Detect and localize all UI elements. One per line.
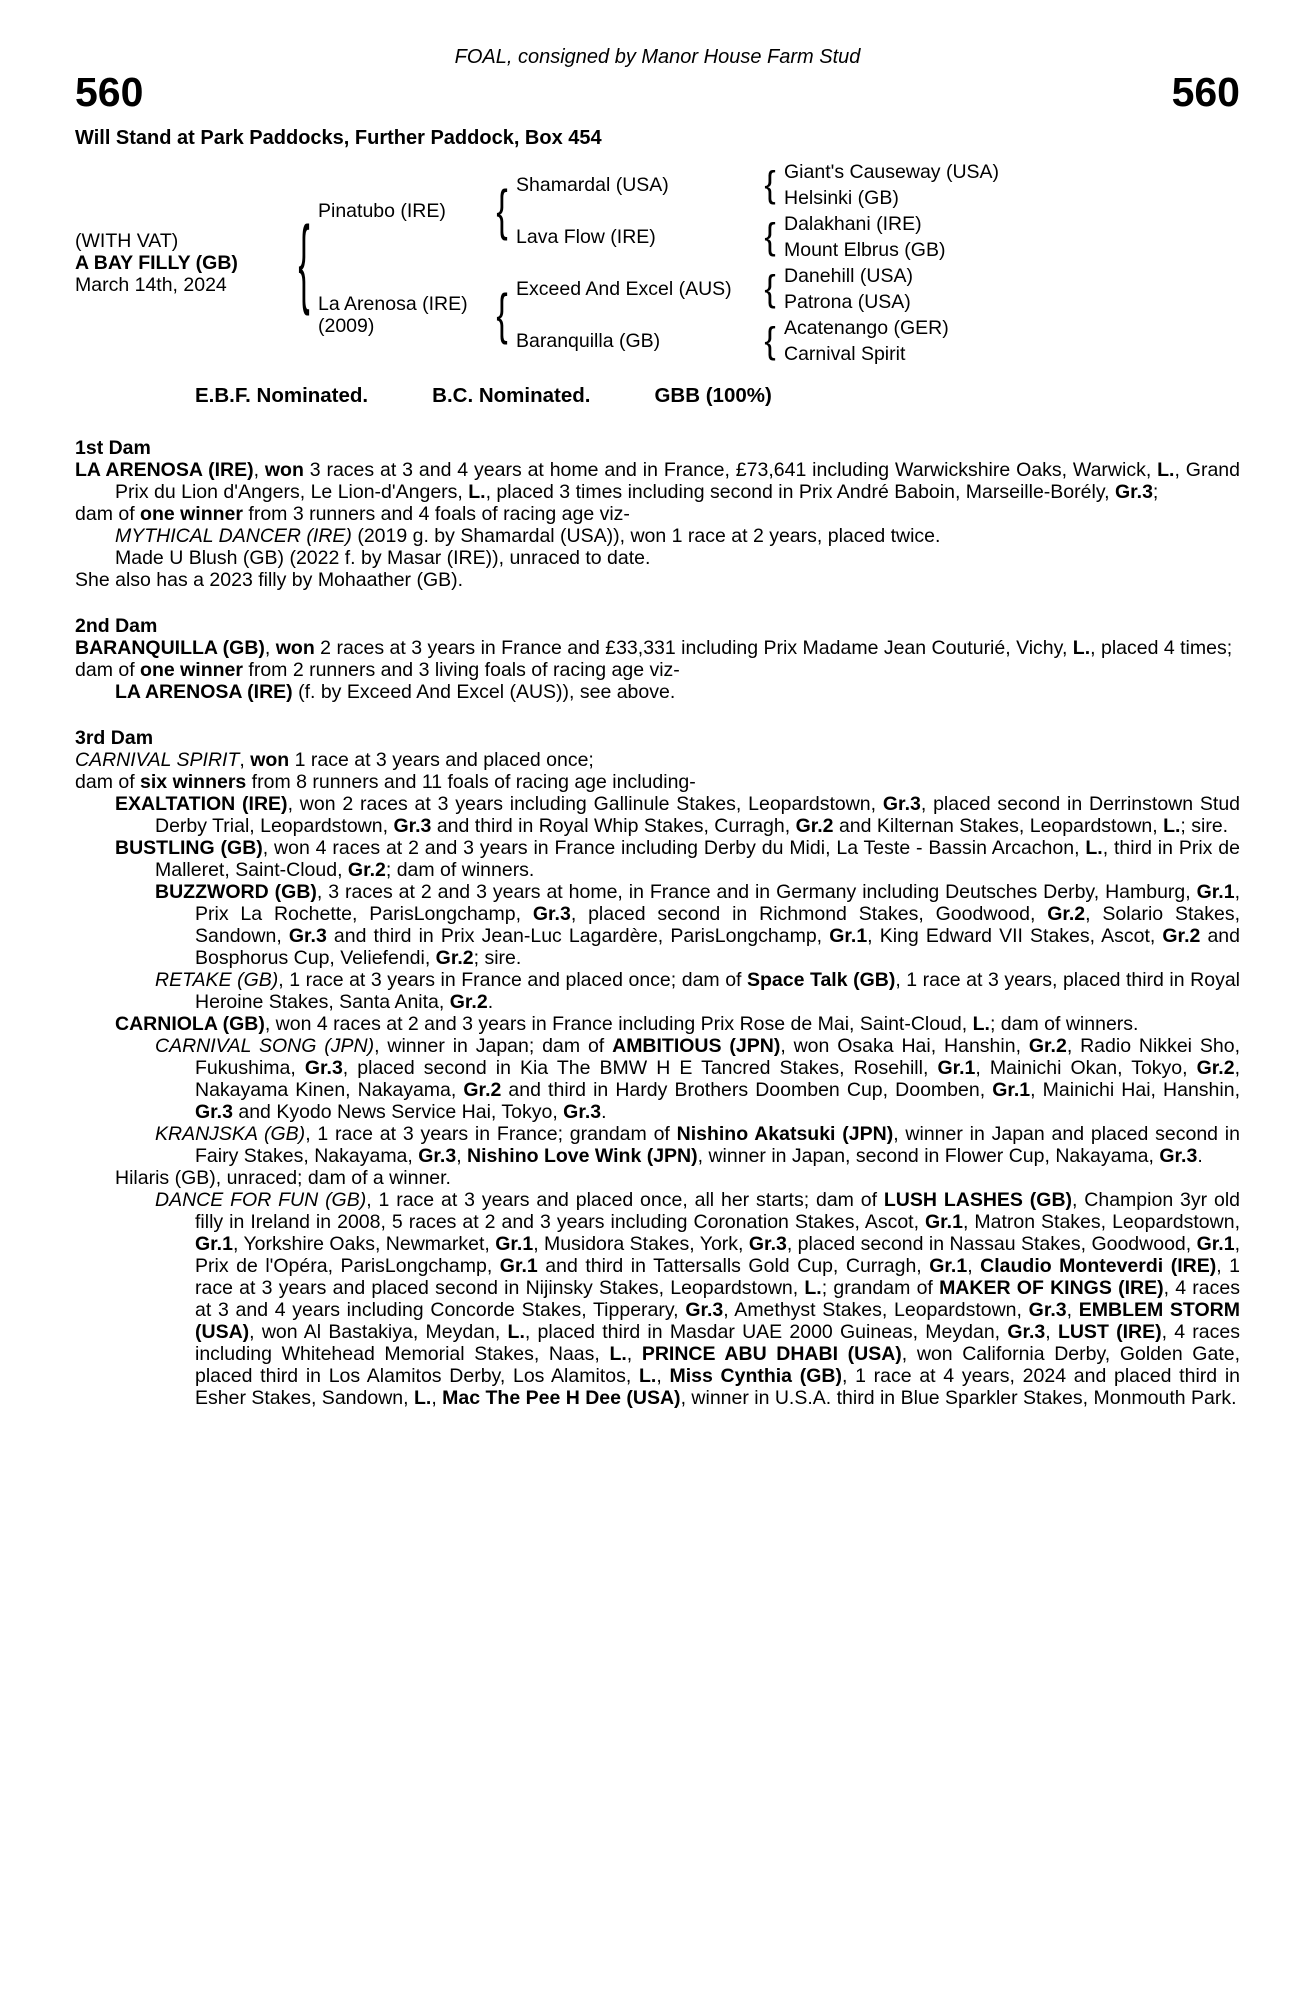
text-segment: MYTHICAL DANCER (IRE) <box>115 525 352 547</box>
text-segment: dam of <box>75 503 141 525</box>
text-segment: Gr.3 <box>288 925 327 947</box>
text-segment: , 1 race at 3 years and placed second in Nijinsky Stakes, Leopardstown, <box>195 1255 1241 1299</box>
text-segment: from 8 runners and 11 foals of racing age including- <box>246 771 696 793</box>
text-segment: , 1 race at 3 years in France; grandam of <box>305 1123 677 1145</box>
text-segment: , Nakayama Kinen, Nakayama, <box>195 1057 1240 1101</box>
dam-dam-name: Baranquilla (GB) <box>516 330 661 352</box>
catalogue-paragraph <box>115 1167 1240 1189</box>
text-segment: won <box>264 459 304 481</box>
text-segment: , <box>253 459 265 481</box>
dam-sire-name: Exceed And Excel (AUS) <box>516 278 732 300</box>
text-segment: MAKER OF KINGS (IRE) <box>939 1277 1164 1299</box>
text-segment: Gr.1 <box>195 1233 233 1255</box>
text-segment: She also has a 2023 filly by Mohaather (GB). <box>75 569 464 591</box>
text-segment: , third in Prix de Malleret, Saint-Cloud, <box>155 837 1240 881</box>
text-segment: AMBITIOUS (JPN) <box>612 1035 781 1057</box>
text-segment: Gr.2 <box>435 947 474 969</box>
text-segment: , won California Derby, Golden Gate, placed third in Los Alamitos Derby, Los Alamitos, <box>195 1343 1241 1387</box>
text-segment: , 1 race at 3 years, placed third in Royal Heroine Stakes, Santa Anita, <box>195 969 1240 1013</box>
nominations-row <box>195 385 1240 407</box>
text-segment: Gr.3 <box>1007 1321 1046 1343</box>
subject-block <box>75 230 290 296</box>
text-segment: Gr.3 <box>532 903 571 925</box>
pedigree-brace-icon: { <box>764 320 776 362</box>
catalogue-paragraph <box>75 659 1240 681</box>
consignor-line: FOAL, consigned by Manor House Farm Stud <box>454 46 861 68</box>
vat-note: (WITH VAT) <box>75 230 179 252</box>
text-segment: Miss Cynthia (GB) <box>669 1365 842 1387</box>
text-segment: Gr.1 <box>499 1255 538 1277</box>
foal-date: March 14th, 2024 <box>75 274 227 296</box>
text-segment: , <box>431 1387 443 1409</box>
text-segment: , <box>656 1365 670 1387</box>
catalogue-paragraph <box>115 525 1240 547</box>
text-segment: Gr.1 <box>937 1057 976 1079</box>
catalogue-paragraph <box>155 881 1240 969</box>
text-segment: , <box>626 1343 642 1365</box>
text-segment: , won 2 races at 3 years including Gallinule Stakes, Leopardstown, <box>287 793 883 815</box>
text-segment: dam of <box>75 659 141 681</box>
text-segment: , winner in Japan, second in Flower Cup, Nakayama, <box>697 1145 1160 1167</box>
text-segment: , <box>1045 1321 1058 1343</box>
text-segment: CARNIVAL SONG (JPN) <box>155 1035 375 1057</box>
dam-name: La Arenosa (IRE) <box>318 293 468 315</box>
catalogue-paragraph <box>75 503 1240 525</box>
subject-name: A BAY FILLY (GB) <box>75 252 238 274</box>
text-segment: , won 4 races at 2 and 3 years in France including Derby du Midi, La Teste - Bassin Arcachon, <box>262 837 1086 859</box>
text-segment: ; dam of winners. <box>989 1013 1139 1035</box>
catalogue-paragraph <box>115 793 1241 837</box>
sire-sire-dam-name: Helsinki (GB) <box>784 187 899 209</box>
dam-section <box>75 615 1240 703</box>
text-segment: (f. by Exceed And Excel (AUS)), see above. <box>292 681 676 703</box>
text-segment: Gr.1 <box>925 1211 963 1233</box>
text-segment: , placed third in Masdar UAE 2000 Guineas, Meydan, <box>524 1321 1008 1343</box>
text-segment: EMBLEM STORM (USA) <box>195 1299 1240 1343</box>
text-segment: Gr.2 <box>347 859 386 881</box>
text-segment: from 3 runners and 4 foals of racing age viz- <box>242 503 630 525</box>
text-segment: Gr.2 <box>1162 925 1201 947</box>
lot-number-row <box>75 69 1240 115</box>
text-segment: , won Osaka Hai, Hanshin, <box>780 1035 1029 1057</box>
text-segment: KRANJSKA (GB) <box>155 1123 306 1145</box>
text-segment: LA ARENOSA (IRE) <box>115 681 293 703</box>
text-segment: , placed second in Kia The BMW H E Tancred Stakes, Rosehill, <box>342 1057 938 1079</box>
text-segment: (2019 g. by Shamardal (USA)), won 1 race at 2 years, placed twice. <box>351 525 941 547</box>
text-segment: , Grand Prix du Lion d'Angers, Le Lion-d'Angers, <box>115 459 1240 503</box>
text-segment: Gr.3 <box>304 1057 343 1079</box>
text-segment: Gr.1 <box>1196 1233 1235 1255</box>
text-segment: , Musidora Stakes, York, <box>533 1233 749 1255</box>
text-segment: , 1 race at 4 years, 2024 and placed third in Esher Stakes, Sandown, <box>195 1365 1241 1409</box>
text-segment: Gr.1 <box>829 925 868 947</box>
text-segment: L. <box>804 1277 822 1299</box>
pedigree-brace-icon: { <box>496 179 508 243</box>
text-segment: L. <box>1085 837 1103 859</box>
text-segment: Gr.2 <box>1047 903 1086 925</box>
text-segment: and Kilternan Stakes, Leopardstown, <box>833 815 1164 837</box>
text-segment: , placed second in Derrinstown Stud Derby Trial, Leopardstown, <box>155 793 1241 837</box>
text-segment: Hilaris (GB), unraced; dam of a winner. <box>115 1167 451 1189</box>
text-segment: , Champion 3yr old filly in Ireland in 2008, 5 races at 2 and 3 years including Coronation Stakes, Ascot, <box>195 1189 1240 1233</box>
text-segment: Gr.1 <box>992 1079 1031 1101</box>
dam-dam-dam-name: Carnival Spirit <box>784 343 906 365</box>
text-segment: L. <box>468 481 486 503</box>
catalogue-paragraph <box>75 637 1240 659</box>
dam-sire-sire-name: Danehill (USA) <box>784 265 913 287</box>
text-segment: , Mainichi Hai, Hanshin, <box>1030 1079 1241 1101</box>
text-segment: L. <box>638 1365 657 1387</box>
dam-heading: 3rd Dam <box>75 727 154 749</box>
gbb-status-label: GBB (100%) <box>654 384 772 407</box>
text-segment: Gr.2 <box>1196 1057 1235 1079</box>
text-segment: Gr.3 <box>195 1101 233 1123</box>
text-segment: Gr.3 <box>748 1233 787 1255</box>
lot-number-right: 560 <box>1171 69 1240 115</box>
text-segment: and third in Tattersalls Gold Cup, Curragh, <box>537 1255 930 1277</box>
text-segment: , 1 race at 3 years in France and placed once; dam of <box>278 969 747 991</box>
text-segment: , Matron Stakes, Leopardstown, <box>962 1211 1240 1233</box>
sire-dam-dam-name: Mount Elbrus (GB) <box>784 239 946 261</box>
text-segment: from 2 runners and 3 living foals of racing age viz- <box>242 659 680 681</box>
text-segment: , <box>967 1255 981 1277</box>
text-segment: , Mainichi Okan, Tokyo, <box>975 1057 1197 1079</box>
text-segment: L. <box>1163 815 1181 837</box>
text-segment: one winner <box>140 503 243 525</box>
text-segment: , winner in U.S.A. third in Blue Sparkler Stakes, Monmouth Park. <box>680 1387 1237 1409</box>
dam-dam-sire-name: Acatenango (GER) <box>784 317 949 339</box>
text-segment: Mac The Pee H Dee (USA) <box>442 1387 681 1409</box>
text-segment: and third in Hardy Brothers Doomben Cup, Doomben, <box>501 1079 993 1101</box>
text-segment: Made U Blush (GB) (2022 f. by Masar (IRE)), unraced to date. <box>115 547 651 569</box>
dam-year: (2009) <box>318 315 375 337</box>
text-segment: ; grandam of <box>821 1277 940 1299</box>
text-segment: L. <box>972 1013 990 1035</box>
text-segment: BUZZWORD (GB) <box>155 881 317 903</box>
text-segment: . <box>487 991 494 1013</box>
text-segment: , placed second in Richmond Stakes, Goodwood, <box>570 903 1048 925</box>
dam-sire-dam-name: Patrona (USA) <box>784 291 911 313</box>
text-segment: Gr.3 <box>418 1145 457 1167</box>
text-segment: L. <box>1157 459 1175 481</box>
text-segment: ; sire. <box>473 947 522 969</box>
catalogue-paragraph <box>75 569 1240 591</box>
text-segment: , <box>239 749 251 771</box>
text-segment: , winner in Japan; dam of <box>374 1035 613 1057</box>
text-segment: , <box>264 637 276 659</box>
text-segment: Gr.3 <box>685 1299 724 1321</box>
text-segment: Gr.2 <box>795 815 834 837</box>
dam-sections <box>75 437 1240 1409</box>
pedigree-brace-icon: { <box>764 268 776 310</box>
dam-section <box>75 727 1240 1409</box>
text-segment: 3 races at 3 and 4 years at home and in France, £73,641 including Warwickshire Oaks, Warwick, <box>303 459 1158 481</box>
sire-sire-name: Shamardal (USA) <box>516 174 669 196</box>
text-segment: Gr.2 <box>463 1079 502 1101</box>
text-segment: one winner <box>140 659 243 681</box>
text-segment: RETAKE (GB) <box>155 969 279 991</box>
text-segment: DANCE FOR FUN (GB) <box>155 1189 367 1211</box>
text-segment: , 1 race at 3 years and placed once, all her starts; dam of <box>366 1189 884 1211</box>
text-segment: BUSTLING (GB) <box>115 837 263 859</box>
text-segment: , Solario Stakes, Sandown, <box>195 903 1240 947</box>
catalogue-paragraph <box>115 1013 1240 1035</box>
catalogue-paragraph <box>155 1123 1240 1167</box>
text-segment: and Kyodo News Service Hai, Tokyo, <box>232 1101 564 1123</box>
catalogue-paragraph <box>75 749 1240 771</box>
lot-number-left: 560 <box>75 69 144 115</box>
text-segment: , won 4 races at 2 and 3 years in France including Prix Rose de Mai, Saint-Cloud, <box>264 1013 973 1035</box>
dam-block <box>318 293 488 337</box>
text-segment: CARNIOLA (GB) <box>115 1013 265 1035</box>
bc-nominated-label: B.C. Nominated. <box>432 384 591 407</box>
text-segment: , placed 3 times including second in Prix André Baboin, Marseille-Borély, <box>485 481 1115 503</box>
text-segment: , 3 races at 2 and 3 years at home, in France and in Germany including Deutsches Derby, Hamburg, <box>316 881 1197 903</box>
text-segment: Gr.2 <box>449 991 488 1013</box>
text-segment: Gr.1 <box>495 1233 534 1255</box>
text-segment: ; sire. <box>1180 815 1229 837</box>
text-segment: , <box>456 1145 468 1167</box>
text-segment: Space Talk (GB) <box>747 969 896 991</box>
text-segment: dam of <box>75 771 141 793</box>
text-segment: Claudio Monteverdi (IRE) <box>980 1255 1217 1277</box>
catalogue-paragraph <box>115 547 1240 569</box>
catalogue-paragraph <box>155 1035 1241 1123</box>
sire-name: Pinatubo (IRE) <box>318 200 446 222</box>
text-segment: Gr.3 <box>1028 1299 1067 1321</box>
sire-dam-sire-name: Dalakhani (IRE) <box>784 213 922 235</box>
text-segment: , 4 races at 3 and 4 years including Concorde Stakes, Tipperary, <box>195 1277 1240 1321</box>
pedigree-brace-icon: { <box>764 216 776 258</box>
text-segment: , Amethyst Stakes, Leopardstown, <box>723 1299 1029 1321</box>
text-segment: Gr.3 <box>1159 1145 1198 1167</box>
text-segment: and third in Royal Whip Stakes, Curragh, <box>431 815 796 837</box>
text-segment: L. <box>1072 637 1091 659</box>
text-segment: Gr.1 <box>929 1255 968 1277</box>
dam-heading: 1st Dam <box>75 437 151 459</box>
text-segment: 1 race at 3 years and placed once; <box>289 749 594 771</box>
text-segment: Nishino Love Wink (JPN) <box>467 1145 698 1167</box>
text-segment: 2 races at 3 years in France and £33,331 including Prix Madame Jean Couturié, Vichy, <box>314 637 1073 659</box>
text-segment: six winners <box>140 771 247 793</box>
text-segment: , Prix La Rochette, ParisLongchamp, <box>195 881 1240 925</box>
text-segment: and third in Prix Jean-Luc Lagardère, ParisLongchamp, <box>326 925 830 947</box>
text-segment: won <box>275 637 315 659</box>
sire-dam-name: Lava Flow (IRE) <box>516 226 656 248</box>
pedigree-table <box>75 159 1240 367</box>
text-segment: L. <box>609 1343 627 1365</box>
text-segment: PRINCE ABU DHABI (USA) <box>641 1343 902 1365</box>
dam-heading: 2nd Dam <box>75 615 158 637</box>
catalogue-paragraph <box>75 771 1240 793</box>
text-segment: , Prix de l'Opéra, ParisLongchamp, <box>195 1233 1240 1277</box>
ebf-nominated-label: E.B.F. Nominated. <box>195 384 369 407</box>
catalogue-paragraph <box>115 681 1240 703</box>
text-segment: EXALTATION (IRE) <box>115 793 288 815</box>
text-segment: , King Edward VII Stakes, Ascot, <box>867 925 1163 947</box>
pedigree-brace-icon: { <box>298 207 310 319</box>
text-segment: . <box>1197 1145 1203 1167</box>
stand-location-line: Will Stand at Park Paddocks, Further Paddock, Box 454 <box>75 127 602 149</box>
dam-section <box>75 437 1240 591</box>
text-segment: Gr.3 <box>563 1101 602 1123</box>
text-segment: BARANQUILLA (GB) <box>75 637 265 659</box>
text-segment: Gr.1 <box>1196 881 1235 903</box>
catalogue-paragraph <box>155 969 1240 1013</box>
text-segment: LA ARENOSA (IRE) <box>75 459 254 481</box>
text-segment: CARNIVAL SPIRIT <box>75 749 240 771</box>
text-segment: Nishino Akatsuki (JPN) <box>676 1123 894 1145</box>
text-segment: , placed 4 times; <box>1090 637 1233 659</box>
text-segment: , 4 races including Whitehead Memorial Stakes, Naas, <box>195 1321 1240 1365</box>
pedigree-brace-icon: { <box>764 164 776 206</box>
text-segment: Gr.3 <box>393 815 432 837</box>
text-segment: L. <box>507 1321 525 1343</box>
text-segment: ; <box>1152 481 1159 503</box>
text-segment: , <box>1066 1299 1079 1321</box>
sire-sire-sire-name: Giant's Causeway (USA) <box>784 161 1000 183</box>
text-segment: , winner in Japan and placed second in Fairy Stakes, Nakayama, <box>195 1123 1240 1167</box>
text-segment: L. <box>413 1387 432 1409</box>
text-segment: , won Al Bastakiya, Meydan, <box>249 1321 508 1343</box>
pedigree-brace-icon: { <box>496 283 508 347</box>
text-segment: ; dam of winners. <box>385 859 535 881</box>
text-segment: Gr.3 <box>1114 481 1153 503</box>
text-segment: won <box>250 749 290 771</box>
text-segment: Gr.3 <box>882 793 921 815</box>
text-segment: LUSH LASHES (GB) <box>883 1189 1073 1211</box>
text-segment: . <box>601 1101 607 1123</box>
text-segment: LUST (IRE) <box>1057 1321 1162 1343</box>
catalogue-paragraph <box>75 459 1240 503</box>
catalogue-paragraph <box>115 837 1240 881</box>
text-segment: , Radio Nikkei Sho, Fukushima, <box>195 1035 1240 1079</box>
catalogue-paragraph <box>155 1189 1241 1409</box>
text-segment: and Bosphorus Cup, Veliefendi, <box>195 925 1240 969</box>
text-segment: , placed second in Nassau Stakes, Goodwood, <box>786 1233 1197 1255</box>
text-segment: , Yorkshire Oaks, Newmarket, <box>232 1233 496 1255</box>
text-segment: Gr.2 <box>1028 1035 1067 1057</box>
